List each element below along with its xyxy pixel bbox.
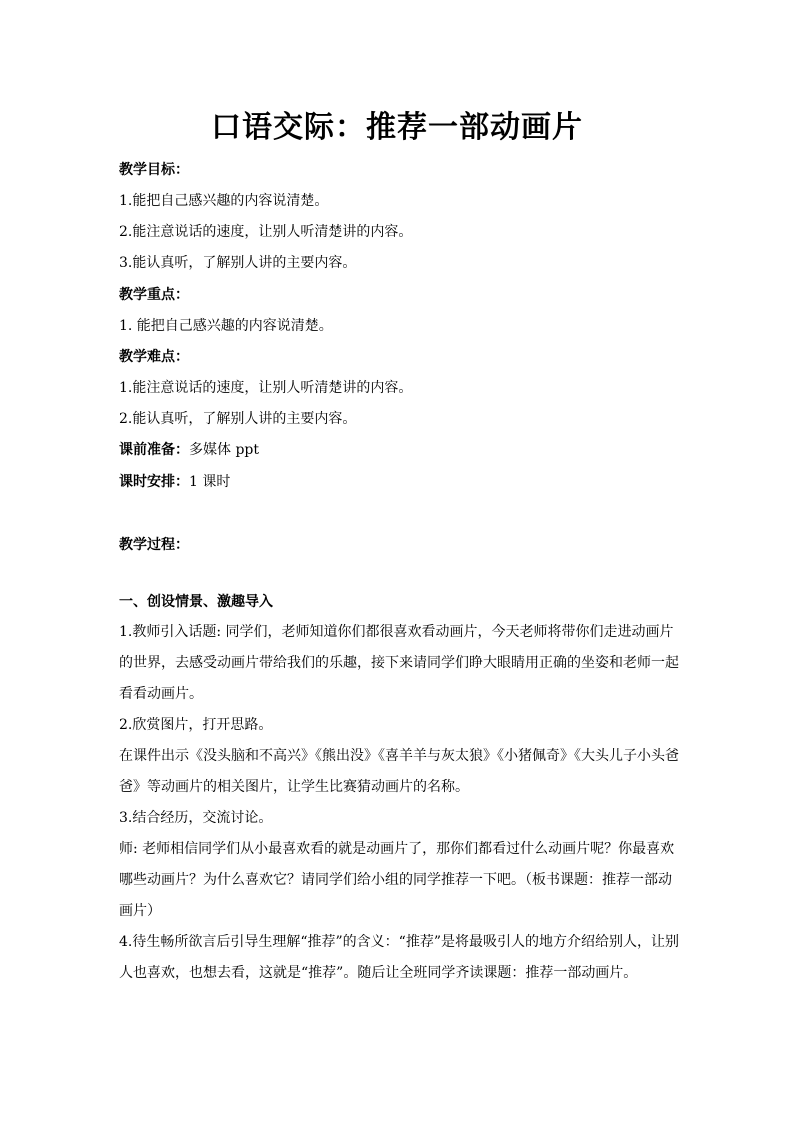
objectives-heading: 教学目标： <box>119 162 189 178</box>
key-points-heading: 教学重点： <box>119 287 189 303</box>
section-heading: 一、创设情景、激趣导入 <box>119 594 273 610</box>
objective-item: 3.能认真听，了解别人讲的主要内容。 <box>119 255 357 271</box>
paragraph: 在课件出示《没头脑和不高兴》《熊出没》《喜羊羊与灰太狼》《小猪佩奇》《大头儿子小头爸爸》等动画片的相关图片，让学生比赛猜动画片的名称。 <box>119 748 679 795</box>
schedule-label: 课时安排： <box>119 474 189 490</box>
difficulties-heading: 教学难点： <box>119 349 189 365</box>
schedule-line <box>119 472 689 492</box>
paragraph: 2.欣赏图片，打开思路。 <box>119 717 273 733</box>
preparation-label: 课前准备： <box>119 442 189 458</box>
schedule-value: 1 课时 <box>189 474 231 490</box>
difficulty-item: 1.能注意说话的速度，让别人听清楚讲的内容。 <box>119 380 413 396</box>
objective-item: 2.能注意说话的速度，让别人听清楚讲的内容。 <box>119 224 413 240</box>
paragraph: 4.待生畅所欲言后引导生理解“推荐”的含义：“推荐”是将最吸引人的地方介绍给别人，让别人也喜欢，也想去看，这就是“推荐”。随后让全班同学齐读课题：推荐一部动画片。 <box>119 934 679 981</box>
page-title: 口语交际：推荐一部动画片 <box>211 110 583 145</box>
preparation-line <box>119 440 689 460</box>
objective-item: 1.能把自己感兴趣的内容说清楚。 <box>119 193 329 209</box>
preparation-value: 多媒体 ppt <box>189 442 259 458</box>
process-heading: 教学过程： <box>119 537 189 553</box>
paragraph: 师: 老师相信同学们从小最喜欢看的就是动画片了，那你们都看过什么动画片呢？你最喜欢哪些动画片？为什么喜欢它？请同学们给小组的同学推荐一下吧。（板书课题：推荐一部动画片） <box>119 841 675 919</box>
paragraph: 1.教师引入话题: 同学们，老师知道你们都很喜欢看动画片，今天老师将带你们走进动画片的世界，去感受动画片带给我们的乐趣，接下来请同学们睁大眼睛用正确的坐姿和老师一起看看动画片。 <box>119 624 679 702</box>
difficulty-item: 2.能认真听，了解别人讲的主要内容。 <box>119 411 357 427</box>
paragraph: 3.结合经历，交流讨论。 <box>119 810 273 826</box>
key-point-item: 1. 能把自己感兴趣的内容说清楚。 <box>119 318 333 334</box>
